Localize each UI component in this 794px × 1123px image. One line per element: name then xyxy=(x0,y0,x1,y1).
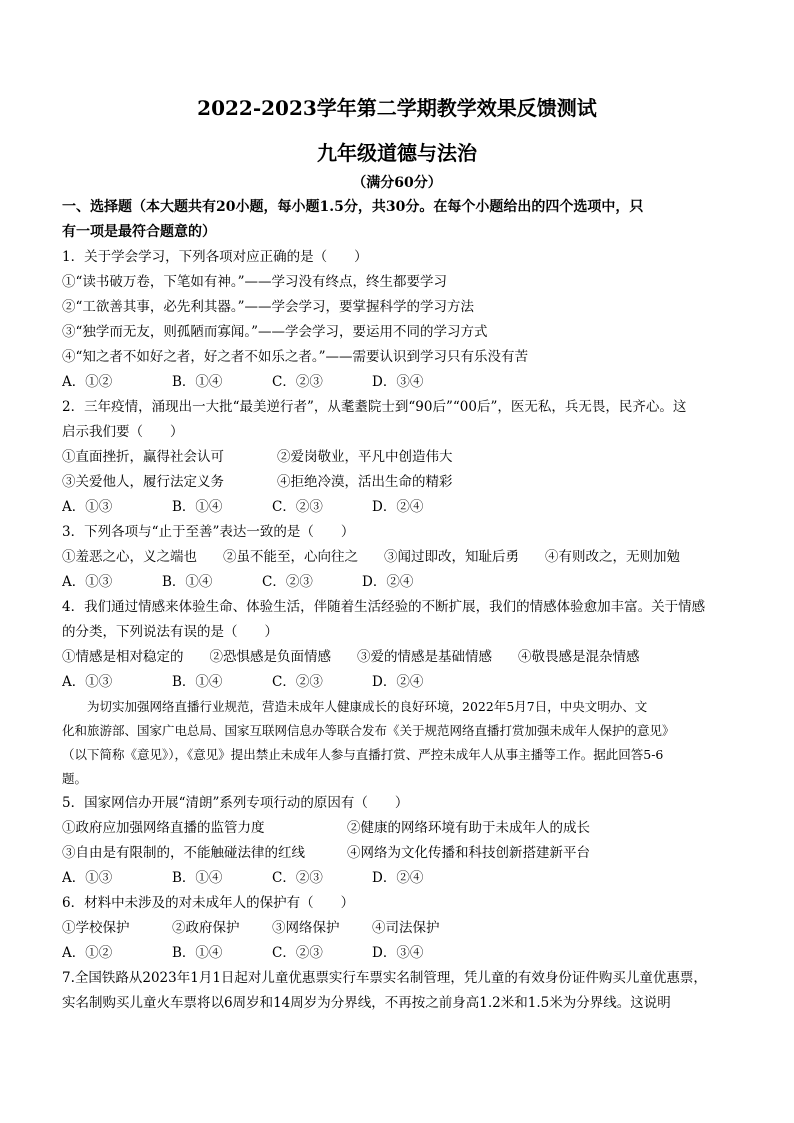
q4-stem: 4．我们通过情感来体验生命、体验生活，伴随着生活经验的不断扩展，我们的情感体验愈加丰富。关于情感 xyxy=(62,599,706,615)
q4-item: ④敬畏感是混杂情感 xyxy=(518,649,640,665)
q4-item: ③爱的情感是基础情感 xyxy=(357,649,492,665)
option-b: B．①④ xyxy=(162,574,213,590)
q3-item: ②虽不能至，心向往之 xyxy=(223,549,358,565)
q4-item: ①情感是相对稳定的 xyxy=(62,649,184,665)
option-d: D．②④ xyxy=(362,574,414,590)
option-a: A．①③ xyxy=(62,574,113,590)
q6-item: ②政府保护 xyxy=(172,920,240,936)
section-heading-cont: 有一项是最符合题意的） xyxy=(62,224,216,240)
q1-item: ③“独学而无友，则孤陋而寡闻。”——学会学习，要运用不同的学习方式 xyxy=(62,324,488,340)
q5-item: ②健康的网络环境有助于未成年人的成长 xyxy=(347,820,590,836)
q1-stem: 1．关于学会学习，下列各项对应正确的是（ ） xyxy=(62,249,368,265)
q5-items xyxy=(62,841,734,866)
q5-item: ③自由是有限制的，不能触碰法律的红线 xyxy=(62,845,305,861)
full-score: （满分60分） xyxy=(352,175,442,191)
material-line: 题。 xyxy=(62,771,88,786)
exam-subject: 九年级道德与法治 xyxy=(317,141,477,165)
option-a: A．①② xyxy=(62,945,113,961)
option-b: B．①④ xyxy=(172,374,223,390)
q1-options xyxy=(62,370,734,395)
material-line: 为切实加强网络直播行业规范，营造未成年人健康成长的良好环境，2022年5月7日，中央文明办、文 xyxy=(87,699,648,714)
q3-item: ①羞恶之心，义之端也 xyxy=(62,549,197,565)
q3-items xyxy=(62,545,734,570)
q4-items xyxy=(62,645,734,670)
q2-item: ④拒绝冷漠，活出生命的精彩 xyxy=(277,474,453,490)
material-line: 化和旅游部、国家广电总局、国家互联网信息办等联合发布《关于规范网络直播打赏加强未成年人保护的意见》 xyxy=(62,723,675,738)
q4-options xyxy=(62,670,734,695)
option-a: A．①③ xyxy=(62,674,113,690)
material-line: （以下简称《意见》），《意见》提出禁止未成年人参与直播打赏、严控未成年人从事主播等工作。据此回答5-6 xyxy=(62,747,664,762)
option-a: A．①③ xyxy=(62,870,113,886)
q3-stem: 3．下列各项与“止于至善”表达一致的是（ ） xyxy=(62,524,355,540)
option-c: C．②③ xyxy=(272,674,323,690)
option-b: B．①④ xyxy=(172,870,223,886)
option-c: C．②③ xyxy=(272,870,323,886)
q6-stem: 6．材料中未涉及的对未成年人的保护有（ ） xyxy=(62,895,355,911)
q1-item: ①“读书破万卷，下笔如有神。”——学习没有终点，终生都要学习 xyxy=(62,274,448,290)
option-b: B．①④ xyxy=(172,945,223,961)
q2-stem: 2．三年疫情，涌现出一大批“最美逆行者”，从耄耋院士到“90后”“00后”，医无私，兵无畏，民齐心。这 xyxy=(62,399,687,415)
q5-options xyxy=(62,866,734,891)
option-d: D．②④ xyxy=(372,870,424,886)
q2-item: ②爱岗敬业，平凡中创造伟大 xyxy=(277,449,453,465)
option-d: D．②④ xyxy=(372,499,424,515)
q2-options xyxy=(62,495,734,520)
q2-item: ①直面挫折，赢得社会认可 xyxy=(62,449,224,465)
q5-item: ①政府应加强网络直播的监管力度 xyxy=(62,820,265,836)
option-c: C．②③ xyxy=(272,374,323,390)
option-d: D．②④ xyxy=(372,674,424,690)
q3-item: ④有则改之，无则加勉 xyxy=(545,549,680,565)
exam-title: 2022-2023学年第二学期教学效果反馈测试 xyxy=(197,96,597,120)
q2-stem-cont: 启示我们要（ ） xyxy=(62,424,184,440)
q1-item: ②“工欲善其事，必先利其器。”——学会学习，要掌握科学的学习方法 xyxy=(62,299,475,315)
option-a: A．①③ xyxy=(62,499,113,515)
option-b: B．①④ xyxy=(172,674,223,690)
q6-item: ③网络保护 xyxy=(272,920,340,936)
q2-items xyxy=(62,470,734,495)
q2-item: ③关爱他人，履行法定义务 xyxy=(62,474,224,490)
q6-options xyxy=(62,941,734,966)
q2-items xyxy=(62,445,734,470)
option-a: A．①② xyxy=(62,374,113,390)
q7-stem: 7.全国铁路从2023年1月1日起对儿童优惠票实行车票实名制管理，凭儿童的有效身份证件购买儿童优惠票， xyxy=(62,970,707,986)
q6-item: ④司法保护 xyxy=(372,920,440,936)
option-c: C．②③ xyxy=(262,574,313,590)
reading-material xyxy=(62,695,734,791)
option-c: C．②③ xyxy=(272,945,323,961)
q3-options xyxy=(62,570,734,595)
q7-stem-cont: 实名制购买儿童火车票将以6周岁和14周岁为分界线，不再按之前身高1.2米和1.5米为分界线。这说明 xyxy=(62,995,671,1011)
section-heading: 一、选择题（本大题共有20小题，每小题1.5分，共30分。在每个小题给出的四个选项中，只 xyxy=(62,199,644,215)
option-d: D．③④ xyxy=(372,945,424,961)
option-c: C．②③ xyxy=(272,499,323,515)
q1-item: ④“知之者不如好之者，好之者不如乐之者。”——需要认识到学习只有乐没有苦 xyxy=(62,349,529,365)
q6-items xyxy=(62,916,734,941)
q4-item: ②恐惧感是负面情感 xyxy=(209,649,331,665)
q3-item: ③闻过即改，知耻后勇 xyxy=(384,549,519,565)
q4-stem-cont: 的分类，下列说法有误的是（ ） xyxy=(62,624,278,640)
q5-items xyxy=(62,816,734,841)
exam-content xyxy=(62,195,734,1016)
q6-item: ①学校保护 xyxy=(62,920,130,936)
q5-stem: 5．国家网信办开展“清朗”系列专项行动的原因有（ ） xyxy=(62,795,409,811)
option-b: B．①④ xyxy=(172,499,223,515)
option-d: D．③④ xyxy=(372,374,424,390)
q5-item: ④网络为文化传播和科技创新搭建新平台 xyxy=(347,845,590,861)
